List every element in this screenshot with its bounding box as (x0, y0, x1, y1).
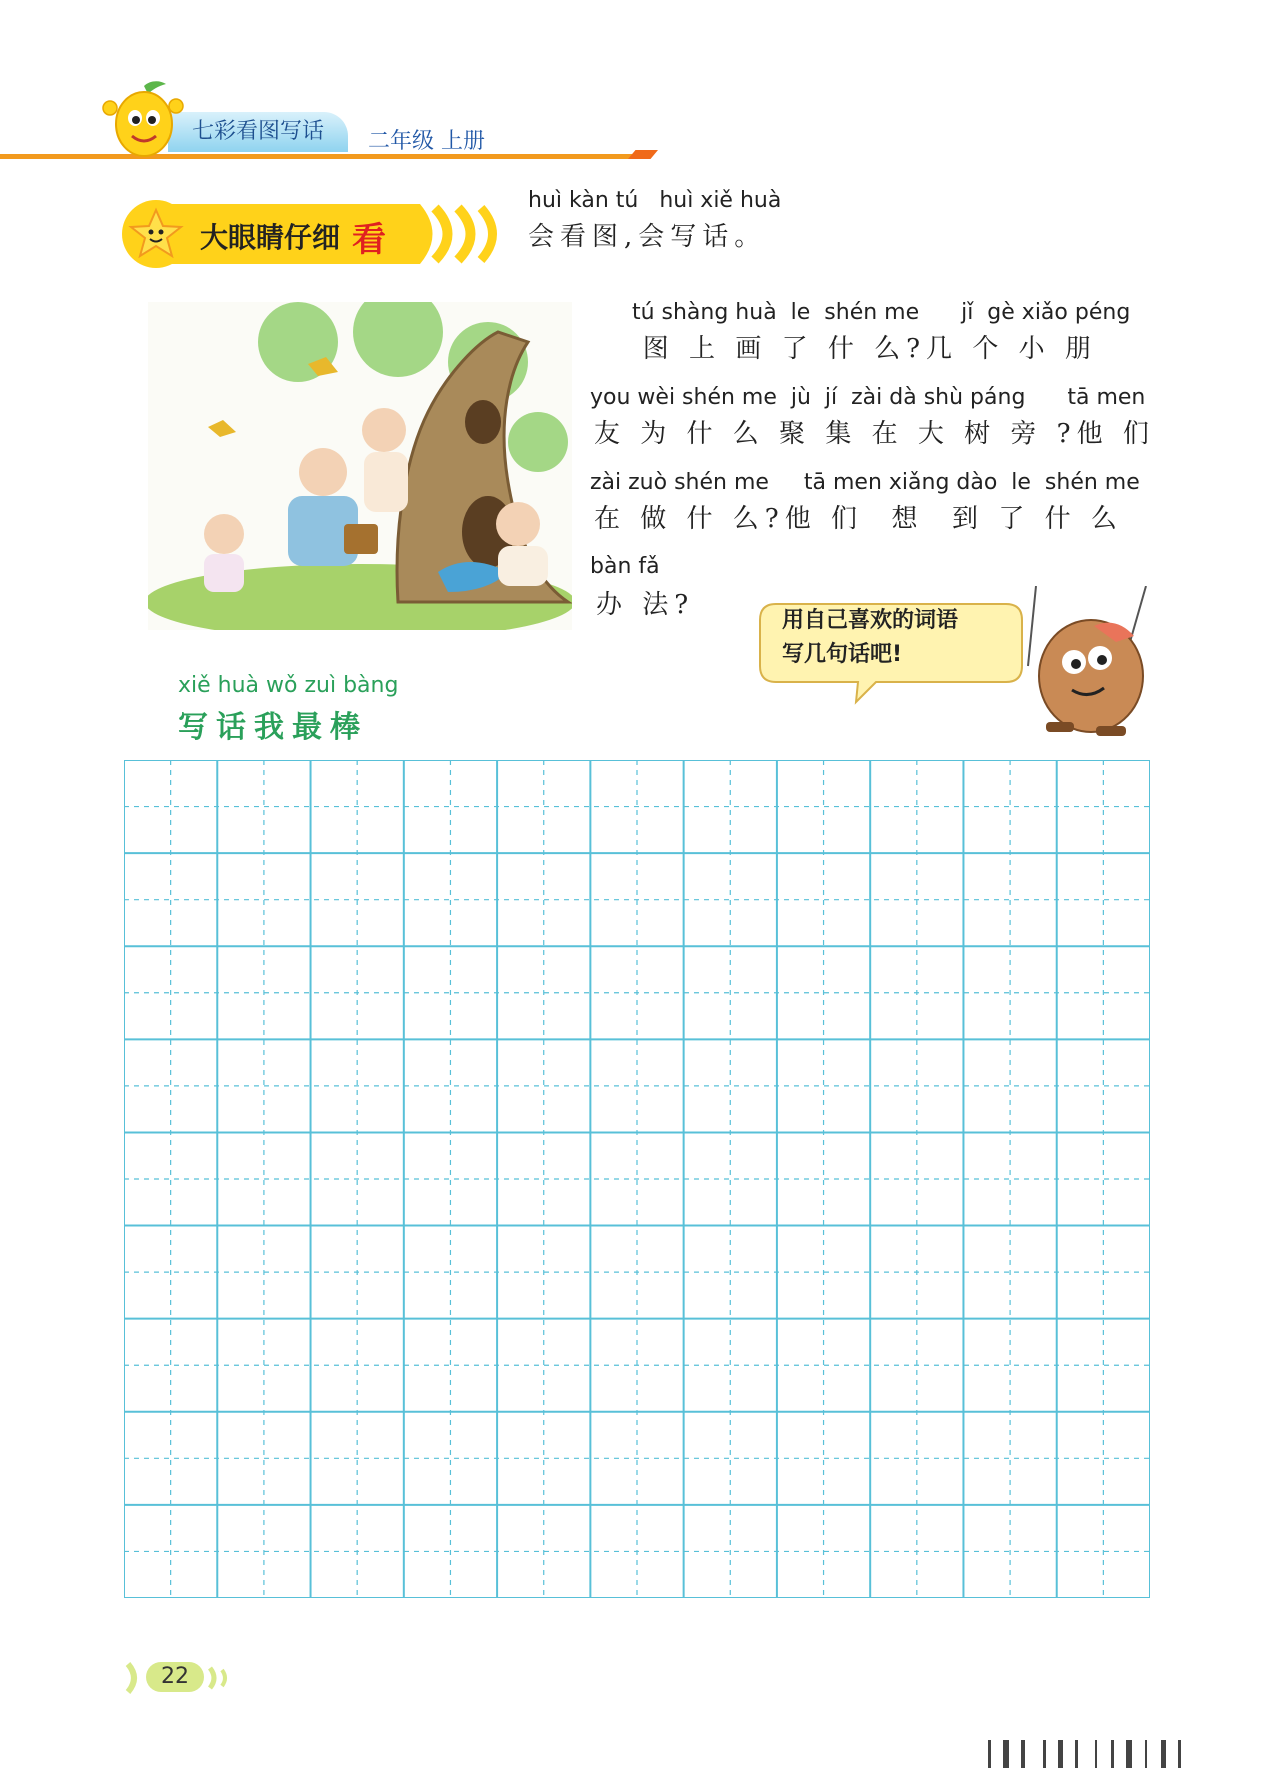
watermark-barcode (988, 1740, 1244, 1768)
bubble-line-1: 用自己喜欢的词语 (782, 608, 959, 633)
writing-grid[interactable] (124, 760, 1150, 1598)
prompt-pinyin-1: tú shàng huà le shén me jǐ gè xiǎo péng (590, 300, 1131, 325)
prompt-pinyin-3: zài zuò shén me tā men xiǎng dào le shén me (590, 470, 1140, 495)
lemon-mascot-icon (100, 78, 185, 163)
prompt-text-4: 办 法? (596, 590, 695, 620)
prompt-text-1: 图 上 画 了 什 么?几 个 小 朋 (600, 334, 1097, 364)
bubble-line-2: 写几句话吧! (782, 642, 903, 667)
intro-text: 会看图,会写话。 (528, 222, 767, 252)
header-rule (0, 154, 650, 159)
swing-character-icon (1016, 586, 1152, 742)
prompt-pinyin-2: you wèi shén me jù jí zài dà shù páng tā men (590, 385, 1146, 410)
intro-pinyin: huì kàn tú huì xiě huà (528, 188, 782, 213)
page-number: 22 (146, 1662, 204, 1692)
prompt-text-2: 友 为 什 么 聚 集 在 大 树 旁 ?他 们 (594, 419, 1155, 449)
prompt-pinyin-4: bàn fǎ (590, 554, 660, 579)
section-title: 大眼睛仔细 (200, 221, 341, 254)
grade-label: 二年级 上册 (368, 129, 485, 154)
section-title-emphasis: 看 (352, 220, 386, 260)
writing-pinyin: xiě huà wǒ zuì bàng (178, 673, 399, 698)
header-rule-tip (628, 150, 658, 159)
book-title-tab: 七彩看图写话 (168, 112, 348, 152)
children-tree-illustration (148, 302, 572, 630)
bubble-text (782, 604, 1012, 672)
writing-title: 写话我最棒 (178, 710, 368, 745)
prompt-text-3: 在 做 什 么?他 们 想 到 了 什 么 (594, 504, 1123, 534)
